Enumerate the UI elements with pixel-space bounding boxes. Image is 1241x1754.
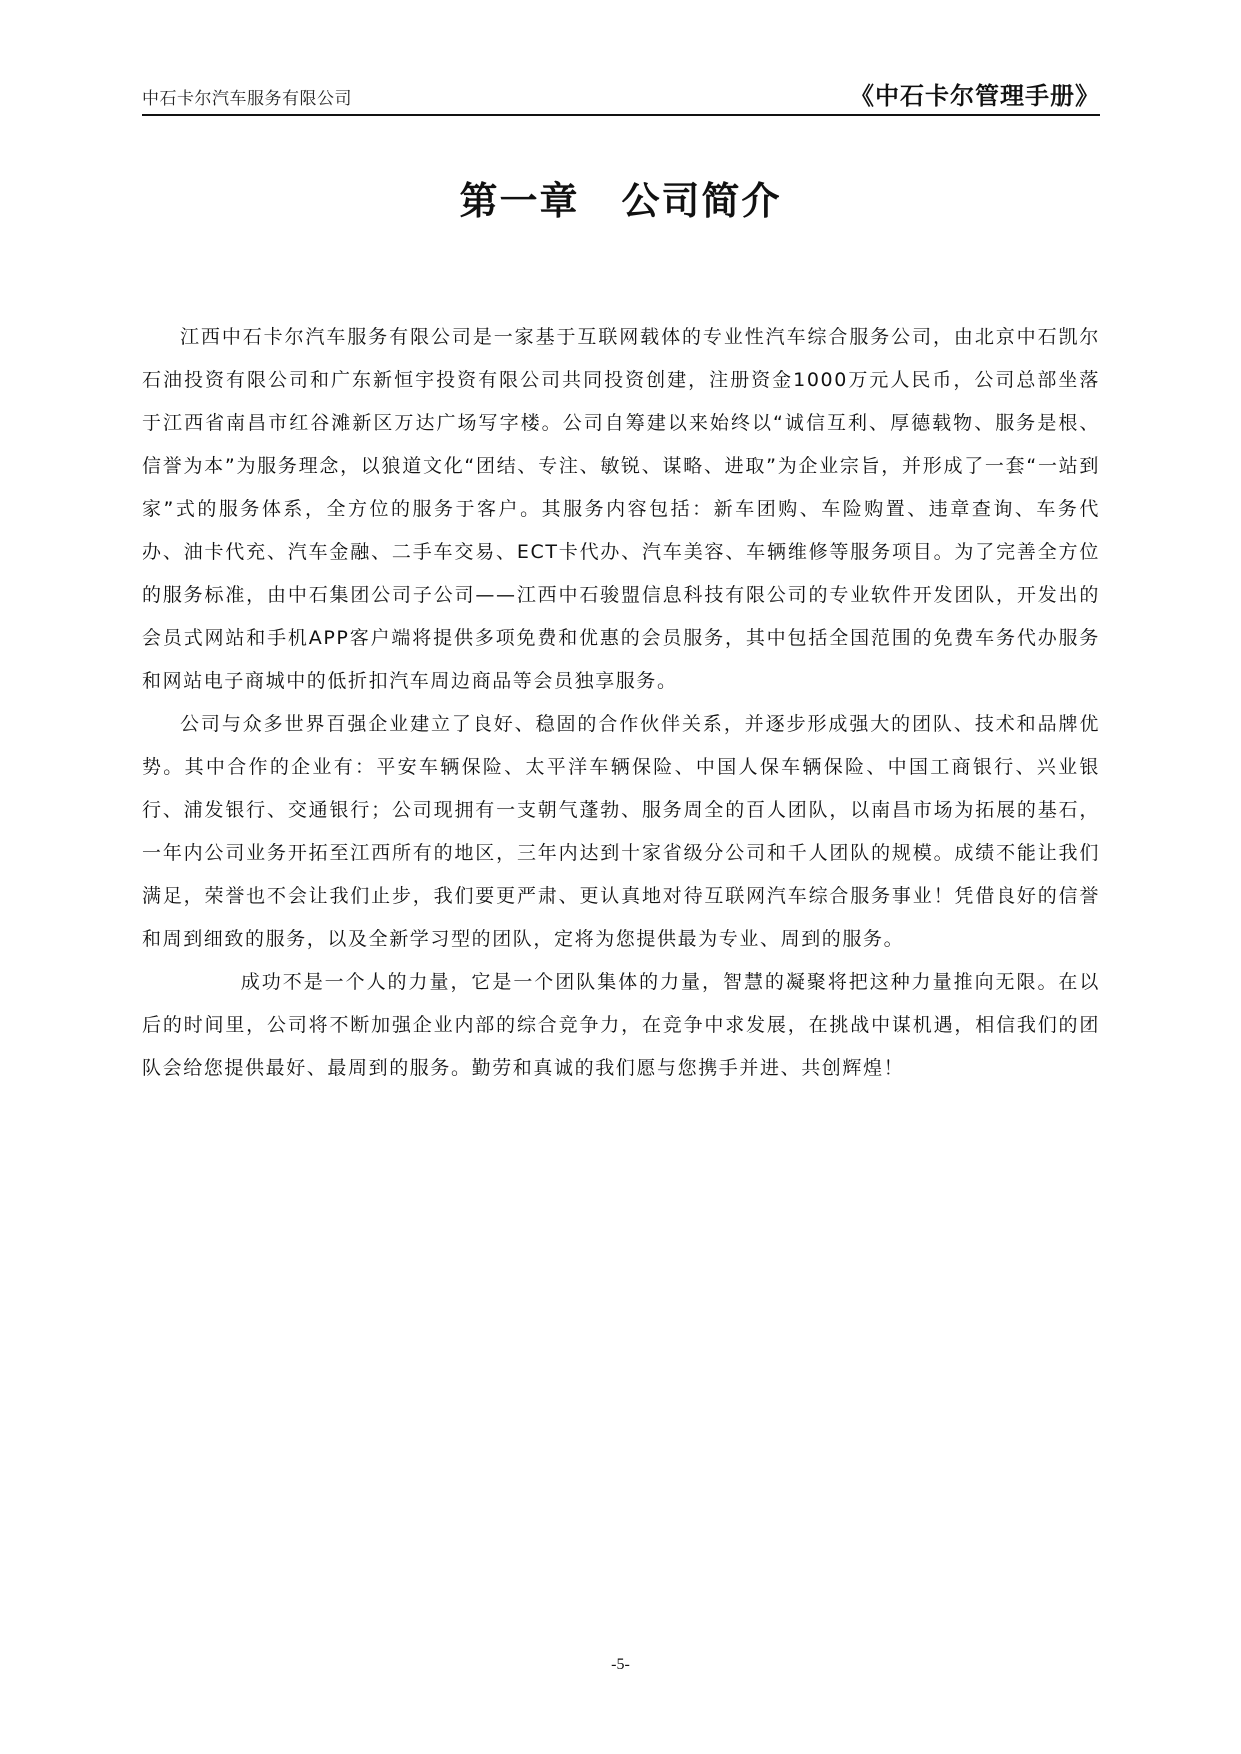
paragraph-closing: 成功不是一个人的力量，它是一个团队集体的力量，智慧的凝聚将把这种力量推向无限。在以后的时间里，公司将不断加强企业内部的综合竞争力，在竞争中求发展，在挑战中谋机遇，相信我们的团队会给您提供最好、最周到的服务。勤劳和真诚的我们愿与您携手并进、共创辉煌！: [142, 971, 1100, 1079]
paragraph-intro: 江西中石卡尔汽车服务有限公司是一家基于互联网载体的专业性汽车综合服务公司，由北京中石凯尔石油投资有限公司和广东新恒宇投资有限公司共同投资创建，注册资金1000万元人民币，公司总部坐落于江西省南昌市红谷滩新区万达广场写字楼。公司自筹建以来始终以“诚信互利、厚德载物、服务是根、信誉为本”为服务理念，以狼道文化“团结、专注、敏锐、谋略、进取”为企业宗旨，并形成了一套“一站到家”式的服务体系，全方位的服务于客户。其服务内容包括：新车团购、车险购置、违章查询、车务代办、油卡代充、汽车金融、二手车交易、ECT卡代办、汽车美容、车辆维修等服务项目。为了完善全方位的服务标准，由中石集团公司子公司——江西中石骏盟信息科技有限公司的专业软件开发团队，开发出的会员式网站和手机APP客户端将提供多项免费和优惠的会员服务，其中包括全国范围的免费车务代办服务和网站电子商城中的低折扣汽车周边商品等会员独享服务。: [142, 326, 1100, 692]
page-header: [142, 80, 1100, 116]
header-company-name: 中石卡尔汽车服务有限公司: [142, 89, 352, 109]
page-number: -5-: [611, 1656, 630, 1673]
chapter-title: 公司简介: [621, 179, 782, 223]
chapter-heading: [0, 170, 1241, 225]
header-manual-title: 《中石卡尔管理手册》: [850, 82, 1100, 110]
chapter-body: [142, 316, 1100, 1090]
paragraph-partners: 公司与众多世界百强企业建立了良好、稳固的合作伙伴关系，并逐步形成强大的团队、技术和品牌优势。其中合作的企业有：平安车辆保险、太平洋车辆保险、中国人保车辆保险、中国工商银行、兴业银行、浦发银行、交通银行；公司现拥有一支朝气蓬勃、服务周全的百人团队，以南昌市场为拓展的基石，一年内公司业务开拓至江西所有的地区，三年内达到十家省级分公司和千人团队的规模。成绩不能让我们满足，荣誉也不会让我们止步，我们要更严肃、更认真地对待互联网汽车综合服务事业！凭借良好的信誉和周到细致的服务，以及全新学习型的团队，定将为您提供最为专业、周到的服务。: [142, 713, 1100, 950]
chapter-number: 第一章: [459, 179, 580, 223]
